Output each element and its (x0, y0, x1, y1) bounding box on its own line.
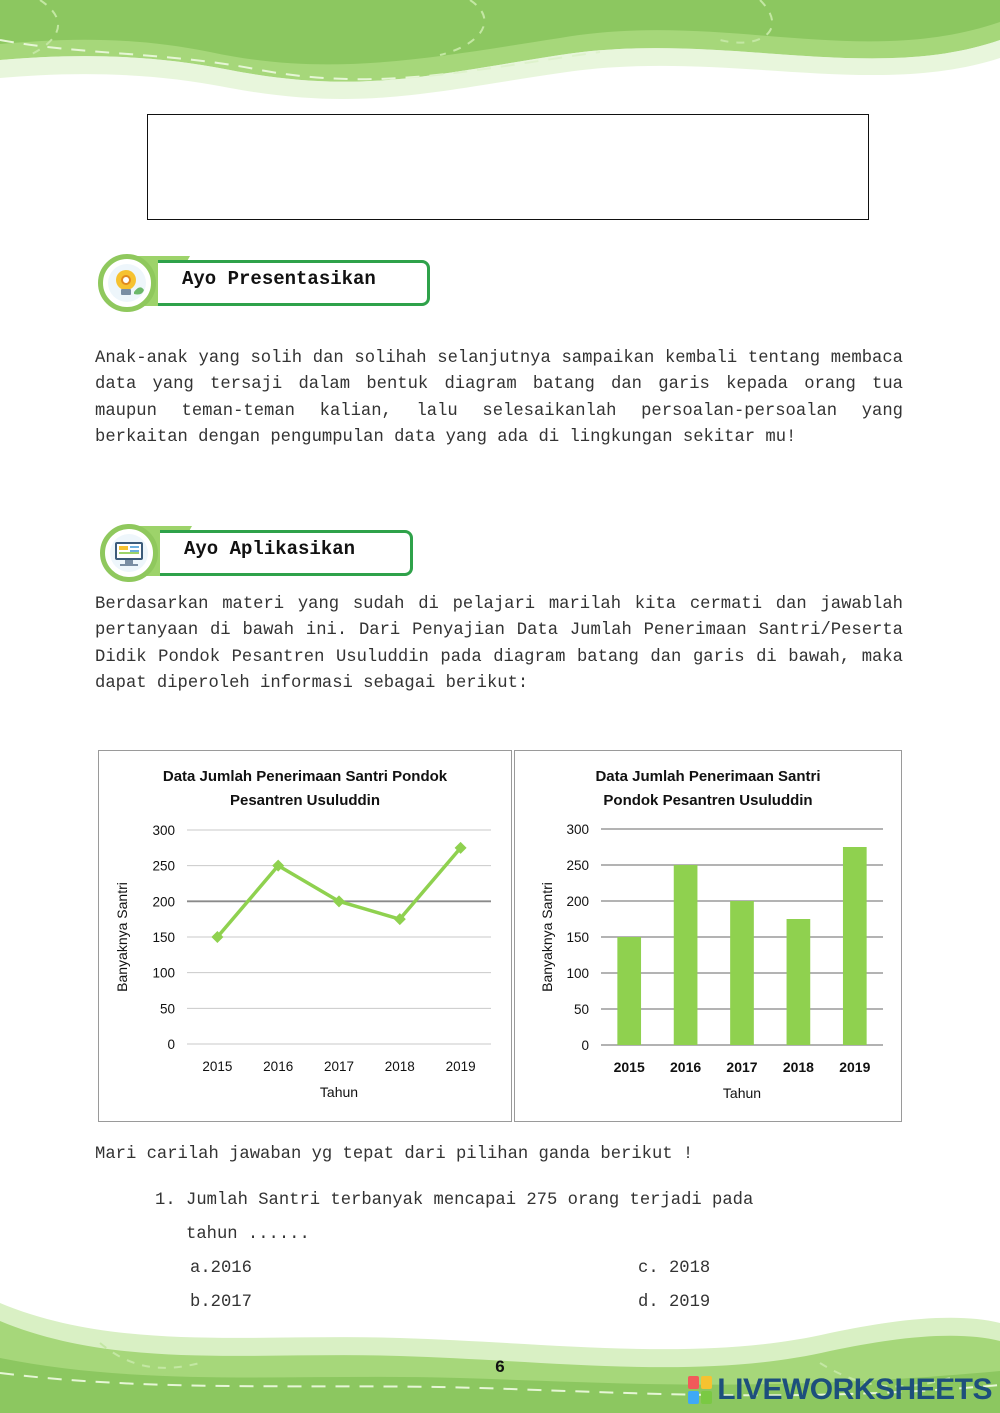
instruction-text: Mari carilah jawaban yg tepat dari pilihan ganda berikut ! (95, 1145, 694, 1164)
y-axis-label: Banyaknya Santri (114, 882, 130, 992)
chart-title-line2: Pesantren Usuluddin (229, 792, 381, 809)
computer-screen-icon (100, 524, 158, 582)
question-number: 1. (155, 1191, 176, 1210)
brand-name: LIVEWORKSHEETS (717, 1373, 992, 1406)
bar (617, 937, 641, 1045)
x-tick-label: 2015 (613, 1059, 645, 1075)
liveworksheets-brand[interactable] (687, 1373, 992, 1407)
x-tick-label: 2015 (202, 1059, 233, 1074)
bar (730, 901, 754, 1045)
x-tick-label: 2017 (726, 1059, 758, 1075)
bar (674, 865, 698, 1045)
question-text-line1: Jumlah Santri terbanyak mencapai 275 orang terjadi pada (186, 1191, 754, 1210)
bar-chart-svg (515, 751, 901, 1121)
y-tick-label: 150 (566, 930, 589, 945)
bar (787, 919, 811, 1045)
section-badge-presentasi (98, 256, 430, 306)
y-tick-label: 200 (152, 894, 175, 910)
series-line (217, 848, 460, 937)
chart-title-line2: Pondok Pesantren Usuluddin (603, 792, 813, 809)
y-axis-label: Banyaknya Santri (539, 882, 555, 992)
lightbulb-gear-icon (98, 254, 156, 312)
y-tick-label: 50 (159, 1001, 175, 1017)
option-a[interactable]: a.2016 (190, 1259, 252, 1278)
y-tick-label: 150 (152, 930, 175, 945)
y-tick-label: 100 (566, 966, 589, 981)
bar (843, 847, 867, 1045)
x-axis-label: Tahun (319, 1084, 359, 1100)
y-tick-label: 300 (152, 823, 175, 838)
option-d[interactable]: d. 2019 (638, 1293, 711, 1312)
y-tick-label: 0 (167, 1037, 175, 1052)
section-title: Ayo Aplikasikan (184, 538, 356, 560)
y-tick-label: 250 (152, 858, 175, 874)
bar-chart (514, 750, 902, 1122)
question-text-line2: tahun ...... (186, 1225, 310, 1244)
answer-box[interactable] (147, 114, 869, 220)
section-badge-aplikasi (100, 526, 413, 576)
line-chart-svg (99, 751, 511, 1121)
liveworksheets-logo-icon (687, 1375, 713, 1405)
option-c[interactable]: c. 2018 (638, 1259, 711, 1278)
y-tick-label: 300 (566, 822, 589, 837)
y-tick-label: 0 (581, 1038, 589, 1053)
y-tick-label: 200 (566, 894, 589, 909)
y-tick-label: 250 (566, 858, 589, 873)
x-tick-label: 2019 (839, 1059, 871, 1075)
section-title: Ayo Presentasikan (182, 268, 376, 290)
x-tick-label: 2019 (445, 1059, 476, 1074)
chart-title-line1: Data Jumlah Penerimaan Santri (595, 768, 821, 785)
page-number: 6 (495, 1357, 505, 1376)
x-tick-label: 2016 (670, 1059, 702, 1075)
presentasi-paragraph: Anak-anak yang solih dan solihah selanjutnya sampaikan kembali tentang membaca data yang tersaji dalam bentuk diagram batang dan garis kepada orang tua maupun teman-teman kalian, lalu selesaikanlah persoalan-persoalan yang berkaitan dengan pengumpulan data yang ada di lingkungan sekitar mu! (95, 349, 903, 447)
y-tick-label: 50 (573, 1002, 589, 1017)
x-axis-label: Tahun (722, 1085, 762, 1101)
y-tick-label: 100 (152, 965, 175, 981)
option-b[interactable]: b.2017 (190, 1293, 252, 1312)
x-tick-label: 2018 (384, 1059, 415, 1074)
top-wave-decoration (0, 0, 1000, 110)
chart-title-line1: Data Jumlah Penerimaan Santri Pondok (162, 768, 448, 785)
line-chart (98, 750, 512, 1122)
x-tick-label: 2018 (782, 1059, 814, 1075)
x-tick-label: 2016 (263, 1059, 294, 1074)
x-tick-label: 2017 (323, 1059, 355, 1074)
aplikasi-paragraph: Berdasarkan materi yang sudah di pelajari marilah kita cermati dan jawablah pertanyaan di bawah ini. Dari Penyajian Data Jumlah Penerimaan Santri/Peserta Didik Pondok Pesantren Usuluddin pada diagram batang dan garis di bawah, maka dapat diperoleh informasi sebagai berikut: (95, 595, 903, 693)
